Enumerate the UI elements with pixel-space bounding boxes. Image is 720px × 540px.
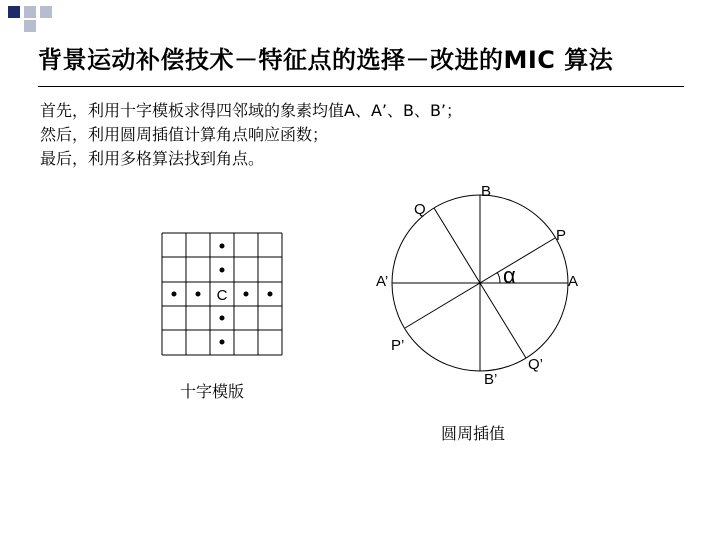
template-center-label: C — [216, 287, 228, 304]
template-dot — [268, 292, 273, 297]
label-a-prime: A’ — [376, 273, 389, 290]
alpha-arc — [497, 272, 500, 283]
template-caption: 十字模版 — [180, 382, 245, 401]
template-dot — [220, 244, 225, 249]
label-b: B — [481, 183, 492, 200]
slide-title: 背景运动补偿技术－特征点的选择－改进的MIC 算法 — [38, 46, 614, 74]
template-dot — [172, 292, 177, 297]
interp-caption: 圆周插值 — [441, 424, 506, 443]
label-q: Q — [414, 201, 426, 218]
label-alpha: α — [503, 263, 516, 288]
label-p-prime: P’ — [391, 337, 405, 354]
template-dot — [244, 292, 249, 297]
label-a: A — [568, 273, 579, 290]
circle-interp-diagram — [392, 195, 568, 371]
label-b-prime: B’ — [484, 371, 498, 388]
template-dot — [220, 340, 225, 345]
body-line-2: 然后，利用圆周插值计算角点响应函数； — [40, 125, 329, 144]
body-line-1: 首先，利用十字模板求得四邻域的象素均值A、A’、B、B’； — [40, 101, 463, 120]
template-dot — [196, 292, 201, 297]
body-line-3: 最后，利用多格算法找到角点。 — [40, 149, 265, 168]
label-q-prime: Q’ — [528, 356, 543, 373]
label-p: P — [556, 227, 567, 244]
template-dot — [220, 316, 225, 321]
template-dot — [220, 268, 225, 273]
